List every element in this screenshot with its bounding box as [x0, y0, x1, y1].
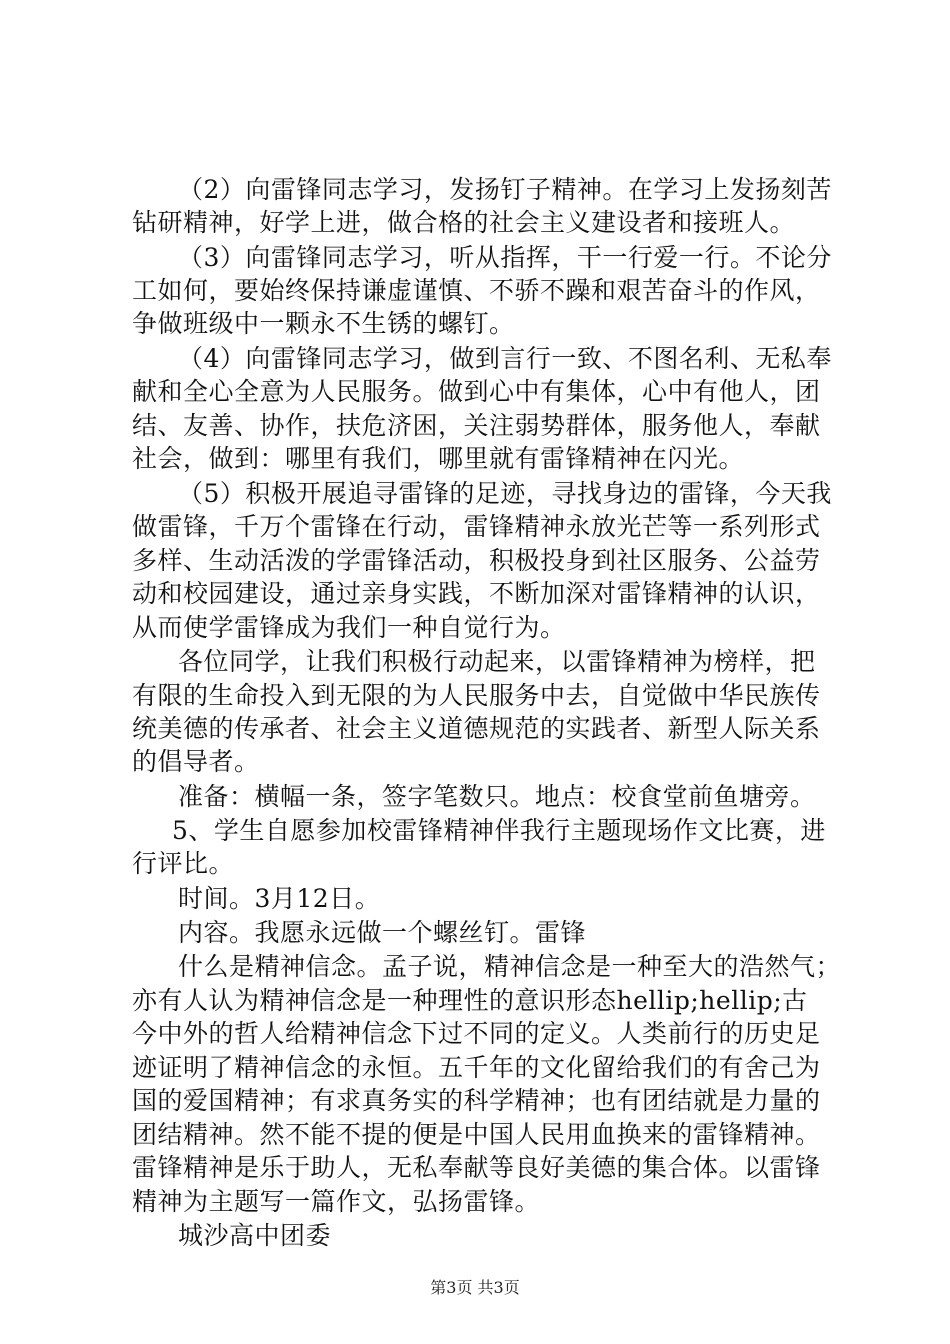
paragraph-line: 什么是精神信念。孟子说，精神信念是一种至大的浩然气； [178, 952, 842, 981]
paragraph-line: 统美德的传承者、社会主义道德规范的实践者、新型人际关系 [132, 714, 821, 743]
paragraph-line: （3）向雷锋同志学习，听从指挥，干一行爱一行。不论分 [178, 243, 832, 272]
paragraph-line: （4）向雷锋同志学习，做到言行一致、不图名利、无私奉 [178, 344, 832, 373]
paragraph-line: 结、友善、协作，扶危济困，关注弱势群体，服务他人，奉献 [132, 411, 821, 440]
paragraph-line: 国的爱国精神；有求真务实的科学精神；也有团结就是力量的 [132, 1086, 821, 1115]
paragraph-line: 雷锋精神是乐于助人，无私奉献等良好美德的集合体。以雷锋 [132, 1153, 821, 1182]
paragraph-line: 迹证明了精神信念的永恒。五千年的文化留给我们的有舍己为 [132, 1053, 821, 1082]
paragraph-line: 有限的生命投入到无限的为人民服务中去，自觉做中华民族传 [132, 681, 821, 710]
paragraph-line: 社会，做到：哪里有我们，哪里就有雷锋精神在闪光。 [132, 444, 745, 473]
paragraph-line: 献和全心全意为人民服务。做到心中有集体，心中有他人，团 [132, 377, 821, 406]
paragraph-line: 城沙高中团委 [178, 1221, 332, 1250]
paragraph-line: 争做班级中一颗永不生锈的螺钉。 [132, 309, 515, 338]
paragraph-line: 多样、生动活泼的学雷锋活动，积极投身到社区服务、公益劳 [132, 546, 821, 575]
paragraph-line: 各位同学，让我们积极行动起来，以雷锋精神为榜样，把 [178, 647, 816, 676]
paragraph-line: 内容。我愿永远做一个螺丝钉。雷锋 [178, 918, 587, 947]
paragraph-line: 精神为主题写一篇作文，弘扬雷锋。 [132, 1187, 541, 1216]
paragraph-line: 准备：横幅一条，签字笔数只。地点：校食堂前鱼塘旁。 [178, 782, 816, 811]
paragraph-line: 钻研精神，好学上进，做合格的社会主义建设者和接班人。 [132, 208, 796, 237]
paragraph-line: 时间。3月12日。 [178, 884, 381, 913]
paragraph-line: 行评比。 [132, 849, 235, 878]
paragraph-line: 今中外的哲人给精神信念下过不同的定义。人类前行的历史足 [132, 1019, 821, 1048]
paragraph-line: 5、学生自愿参加校雷锋精神伴我行主题现场作文比赛，进 [172, 816, 826, 845]
paragraph-line: （2）向雷锋同志学习，发扬钉子精神。在学习上发扬刻苦 [178, 175, 832, 204]
paragraph-line: 的倡导者。 [132, 747, 260, 776]
paragraph-line: 亦有人认为精神信念是一种理性的意识形态hellip;hellip;古 [132, 986, 808, 1015]
paragraph-line: 从而使学雷锋成为我们一种自觉行为。 [132, 613, 566, 642]
paragraph-line: 工如何，要始终保持谦虚谨慎、不骄不躁和艰苦奋斗的作风， [132, 276, 821, 305]
paragraph-line: 团结精神。然不能不提的便是中国人民用血换来的雷锋精神。 [132, 1120, 821, 1149]
paragraph-line: 动和校园建设，通过亲身实践，不断加深对雷锋精神的认识， [132, 579, 821, 608]
page-number-footer: 第3页 共3页 [430, 1278, 520, 1297]
paragraph-line: 做雷锋，千万个雷锋在行动，雷锋精神永放光芒等一系列形式 [132, 512, 821, 541]
paragraph-line: （5）积极开展追寻雷锋的足迹，寻找身边的雷锋，今天我 [178, 479, 832, 508]
